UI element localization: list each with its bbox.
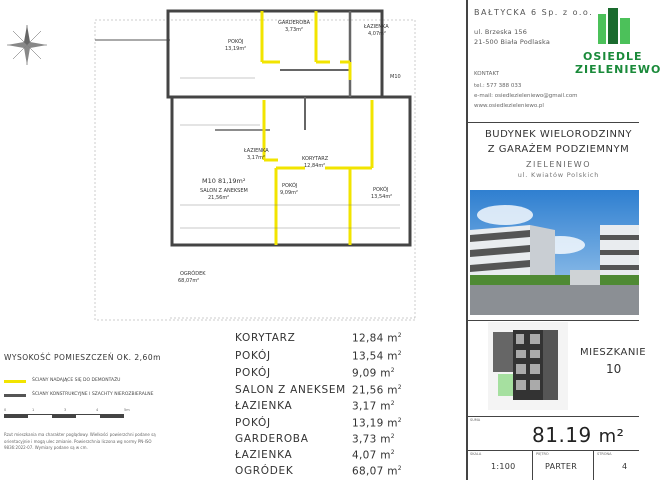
room-label-garderoba: GARDEROBA bbox=[278, 20, 311, 26]
scale-label: SKALA bbox=[470, 452, 482, 456]
building-location: ZIELENIEWO bbox=[525, 160, 591, 169]
room-label-pokoj-1: POKÓJ bbox=[228, 39, 244, 45]
room-label-pokoj-3: POKÓJ bbox=[373, 187, 389, 193]
page-label: STRONA bbox=[597, 452, 612, 456]
room-label-lazienka-2: ŁAZIENKA bbox=[244, 148, 269, 154]
svg-text:21,56m²: 21,56m² bbox=[208, 195, 230, 201]
apartment-label: MIESZKANIE bbox=[580, 347, 647, 358]
legend-swatch-yellow bbox=[4, 380, 26, 383]
svg-text:13,19m²: 13,19m² bbox=[225, 46, 247, 52]
table-row-name: POKÓJ bbox=[235, 417, 271, 429]
table-row-name: OGRÓDEK bbox=[235, 465, 294, 477]
table-row-value: 12,84 $m^2$ bbox=[352, 332, 402, 345]
table-row-name: POKÓJ bbox=[235, 350, 271, 362]
table-row-value: 68,07 $m^2$ bbox=[352, 465, 402, 478]
room-label-salon: SALON Z ANEKSEM bbox=[200, 188, 248, 194]
site-plan-image bbox=[488, 322, 568, 410]
floor-value: PARTER bbox=[545, 462, 578, 471]
table-row-name: ŁAZIENKA bbox=[235, 449, 293, 461]
apartment-number: 10 bbox=[606, 362, 622, 376]
entrance-label: M10 bbox=[390, 74, 401, 80]
company-street: ul. Brzeska 156 bbox=[474, 28, 528, 36]
page-value: 4 bbox=[622, 462, 628, 471]
table-row-value: 13,19 $m^2$ bbox=[352, 417, 402, 430]
svg-text:4,07m²: 4,07m² bbox=[368, 31, 387, 37]
table-row-name: ŁAZIENKA bbox=[235, 400, 293, 412]
logo-line1: OSIEDLE bbox=[583, 50, 643, 63]
building-title-1: BUDYNEK WIELORODZINNY bbox=[484, 129, 633, 140]
scale-value: 1:100 bbox=[491, 462, 516, 471]
svg-text:68,07m²: 68,07m² bbox=[178, 278, 200, 284]
legend-item-2: ŚCIANY KONSTRUKCYJNE I SZACHTY NIEROZBIERALNE bbox=[32, 392, 154, 397]
logo-line2: ZIELENIEWO bbox=[575, 63, 661, 76]
room-label-korytarz: KORYTARZ bbox=[302, 156, 329, 162]
legend-swatch-grey bbox=[4, 394, 26, 397]
scale-bar: 0 1 3 4 5m bbox=[4, 408, 124, 424]
contact-web[interactable]: www.osiedlezieleniewo.pl bbox=[474, 103, 544, 109]
table-row-name: POKÓJ bbox=[235, 367, 271, 379]
building-render-image bbox=[470, 190, 639, 315]
table-row-value: 4,07 $m^2$ bbox=[352, 449, 395, 462]
svg-text:12,84m²: 12,84m² bbox=[304, 163, 326, 169]
building-title-2: Z GARAŻEM PODZIEMNYM bbox=[487, 144, 630, 155]
contact-header: KONTAKT bbox=[474, 71, 499, 77]
company-name: BAŁTYCKA 6 Sp. z o.o. bbox=[474, 8, 594, 17]
svg-text:3,73m²: 3,73m² bbox=[285, 27, 304, 33]
unit-label: M10 81,19m² bbox=[202, 177, 246, 185]
logo-icon bbox=[593, 6, 635, 46]
contact-phone: tel.: 577 388 033 bbox=[474, 83, 522, 89]
legend-item-1: ŚCIANY NADAJĄCE SIĘ DO DEMONTAŻU bbox=[32, 378, 121, 383]
table-row-value: 3,73 $m^2$ bbox=[352, 433, 395, 446]
table-row-name: KORYTARZ bbox=[235, 332, 296, 344]
room-label-pokoj-2: POKÓJ bbox=[282, 183, 298, 189]
compass-icon bbox=[7, 25, 47, 65]
floor-label: PIĘTRO bbox=[536, 452, 549, 456]
svg-text:9,09m²: 9,09m² bbox=[280, 190, 299, 196]
room-label-lazienka-1: ŁAZIENKA bbox=[364, 24, 389, 30]
panel-border bbox=[466, 0, 468, 480]
svg-text:3,17m²: 3,17m² bbox=[247, 155, 266, 161]
total-area: 81.19 m² bbox=[532, 423, 625, 447]
company-city: 21-500 Biała Podlaska bbox=[474, 38, 551, 46]
table-row-name: GARDEROBA bbox=[235, 433, 309, 445]
svg-text:13,54m²: 13,54m² bbox=[371, 194, 393, 200]
table-row-value: 13,54 $m^2$ bbox=[352, 350, 402, 363]
disclaimer-note: Rzut mieszkania ma charakter poglądowy. Wielkości powierzchni podane są orientacyjnie i mogą ulec zmianie. Powierzchnia liczona wg normy PN-ISO 9836:2022-07. Wymiary podane są w cm. bbox=[4, 432, 156, 450]
table-row-name: SALON Z ANEKSEM bbox=[235, 384, 346, 396]
table-row-value: 3,17 $m^2$ bbox=[352, 400, 395, 413]
room-label-ogrodek: OGRÓDEK bbox=[180, 271, 206, 277]
sum-label: SUMA bbox=[470, 418, 481, 422]
building-street: ul. Kwiatów Polskich bbox=[517, 171, 600, 179]
floor-plan bbox=[0, 0, 470, 330]
contact-email[interactable]: e-mail: osiedlezieleniewo@gmail.com bbox=[474, 93, 578, 99]
table-row-value: 21,56 $m^2$ bbox=[352, 384, 402, 397]
room-height: WYSOKOŚĆ POMIESZCZEŃ OK. 2,60m bbox=[4, 353, 161, 362]
table-row-value: 9,09 $m^2$ bbox=[352, 367, 395, 380]
